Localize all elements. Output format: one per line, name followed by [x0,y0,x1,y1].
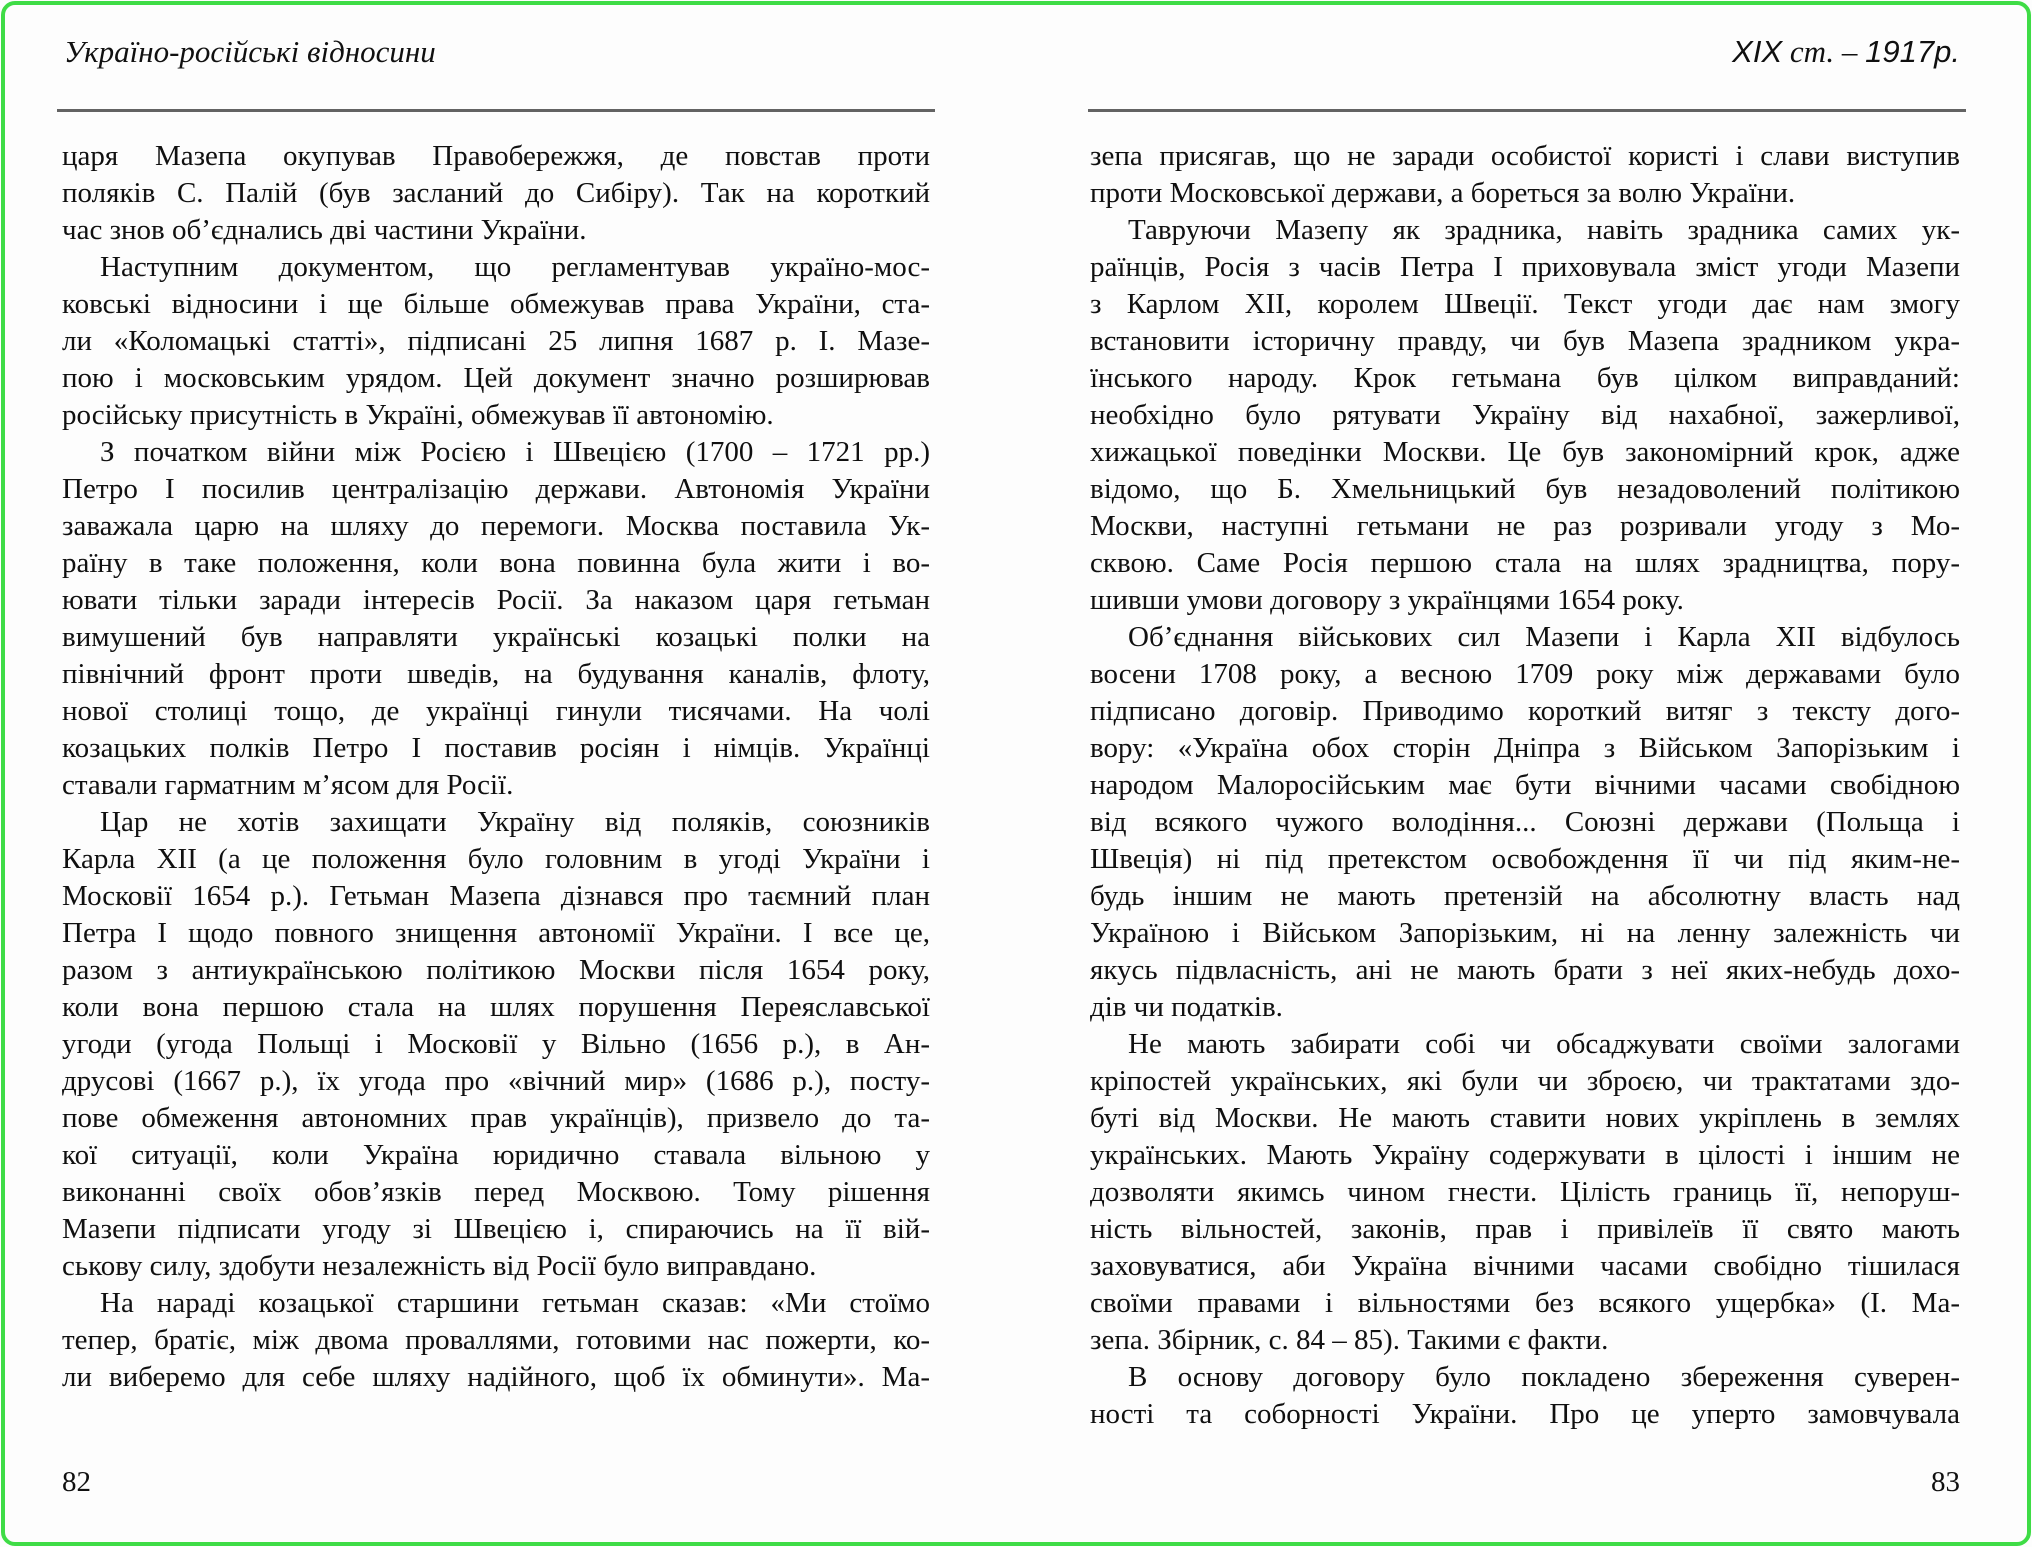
text-line: вимушений був направляти українські козацькі полки на [62,621,930,653]
text-line: час знов об’єднались дві частини України. [62,214,587,246]
text-line: будь іншим не мають претензій на абсолютну власть над [1090,880,1960,912]
text-line: поляків С. Палій (був засланий до Сибіру). Так на короткий [62,177,930,209]
text-line: Об’єднання військових сил Мазепи і Карла ХІІ відбулось [1128,621,1960,653]
text-line: дів чи податків. [1090,991,1283,1023]
running-header-century-roman: XIX [1732,34,1783,69]
running-header-right [1090,34,1960,70]
text-line: необхідно було рятувати Україну від нахабної, зажерливої, [1090,399,1960,431]
text-line: ли «Коломацькі статті», підписані 25 липня 1687 р. І. Мазе- [62,325,930,357]
text-line: Мазепи підписати угоду зі Швецією і, спираючись на її вій- [62,1213,930,1245]
text-line: зепа. Збірник, с. 84 – 85). Такими є факти. [1090,1324,1609,1356]
text-line: ськову силу, здобути незалежність від Росії було виправдано. [62,1250,817,1282]
text-line: раїнців, Росія з часів Петра І приховувала зміст угоди Мазепи [1090,251,1960,283]
text-line: нової столиці тощо, де українці гинули тисячами. На чолі [62,695,930,727]
text-line: встановити історичну правду, чи був Мазепа зрадником укра- [1090,325,1960,357]
text-line: якусь підвласність, ані не мають брати з неї яких-небудь дохо- [1090,954,1960,986]
text-line: Швеція) ні під претекстом освобождення її чи під яким-не- [1090,843,1960,875]
text-line: козацьких полків Петро І поставив росіян і німців. Українці [62,732,930,764]
running-header-century-label: ст. – [1782,34,1866,69]
text-line: ставали гарматним м’ясом для Росії. [62,769,514,801]
page-body-right [1090,138,1960,1433]
text-line: разом з антиукраїнською політикою Москви після 1654 року, [62,954,930,986]
text-line: Тавруючи Мазепу як зрадника, навіть зрадника самих ук- [1128,214,1960,246]
text-line: Україною і Військом Запорізьким, ні на ленну залежність чи [1090,917,1960,949]
text-line: Петра І щодо повного знищення автономії України. І все це, [62,917,930,949]
text-line: З початком війни між Росією і Швецією (1700 – 1721 рр.) [100,436,930,468]
text-line: Карла ХІІ (а це положення було головним в угоді України і [62,843,930,875]
text-line: ювати тільки заради інтересів Росії. За наказом царя гетьман [62,584,930,616]
running-header-year: 1917р. [1865,34,1960,69]
text-line: тепер, братіє, між двома проваллями, готовими нас пожерти, ко- [62,1324,930,1356]
text-line: виконанні своїх обов’язків перед Москвою. Тому рішення [62,1176,930,1208]
text-line: угоди (угода Польщі і Московії у Вільно (1656 р.), в Ан- [62,1028,930,1060]
text-line: пою і московським урядом. Цей документ значно розширював [62,362,930,394]
text-line: кої ситуації, коли Україна юридично ставала вільною у [62,1139,930,1171]
text-line: раїну в таке положення, коли вона повинна була жити і во- [62,547,930,579]
text-line: ковські відносини і ще більше обмежував права України, ста- [62,288,930,320]
text-line: ності та соборності України. Про це уперто замовчувала [1090,1398,1960,1430]
text-line: Не мають забирати собі чи обсаджувати своїми залогами [1128,1028,1960,1060]
running-header-left-text: Україно-російські відносини [64,34,436,69]
text-line: з Карлом ХІІ, королем Швеції. Текст угоди дає нам змогу [1090,288,1960,320]
text-line: восени 1708 року, а весною 1709 року між державами було [1090,658,1960,690]
text-line: Москви, наступні гетьмани не раз розривали угоду з Мо- [1090,510,1960,542]
text-line: Петро І посилив централізацію держави. Автономія України [62,473,930,505]
text-line: від всякого чужого володіння... Союзні держави (Польща і [1090,806,1960,838]
text-line: царя Мазепа окупував Правобережжя, де повстав проти [62,140,930,172]
text-line: буті від Москви. Не мають ставити нових укріплень в землях [1090,1102,1960,1134]
text-line: пове обмеження автономних прав українців), призвело до та- [62,1102,930,1134]
text-line: вору: «Україна обох сторін Дніпра з Військом Запорізьким і [1090,732,1960,764]
page-body-left [62,138,930,1396]
text-line: своїми правами і вільностями без всякого ущербка» (І. Ма- [1090,1287,1960,1319]
text-line: заважала царю на шляху до перемоги. Москва поставила Ук- [62,510,930,542]
text-line: сквою. Саме Росія першою стала на шлях зрадництва, пору- [1090,547,1960,579]
text-line: хижацької поведінки Москви. Це був закономірний крок, адже [1090,436,1960,468]
text-line: заховуватися, аби Україна вічними часами свобідно тішилася [1090,1250,1960,1282]
page-number-right: 83 [1931,1466,1960,1498]
text-line: їнського народу. Крок гетьмана був цілком виправданий: [1090,362,1960,394]
text-line: друсові (1667 р.), їх угода про «вічний мир» (1686 р.), посту- [62,1065,930,1097]
text-line: ність вільностей, законів, прав і привілеїв її свято мають [1090,1213,1960,1245]
text-line: шивши умови договору з українцями 1654 року. [1090,584,1684,616]
text-line: Цар не хотів захищати Україну від поляків, союзників [100,806,930,838]
text-line: зепа присягав, що не заради особистої користі і слави виступив [1090,140,1960,172]
running-header-left [64,34,436,70]
text-line: російську присутність в Україні, обмежував її автономію. [62,399,774,431]
text-line: Наступним документом, що регламентував україно-мос- [100,251,930,283]
text-line: підписано договір. Приводимо короткий витяг з тексту дого- [1090,695,1960,727]
text-line: кріпостей українських, які були чи зброєю, чи трактатами здо- [1090,1065,1960,1097]
text-line: північний фронт проти шведів, на будування каналів, флоту, [62,658,930,690]
header-rule-left [57,109,935,112]
text-line: відомо, що Б. Хмельницький був незадоволений політикою [1090,473,1960,505]
text-line: українських. Мають Україну содержувати в цілості і іншим не [1090,1139,1960,1171]
text-line: народом Малоросійським має бути вічними часами свобідною [1090,769,1960,801]
text-line: Московії 1654 р.). Гетьман Мазепа дізнався про таємний план [62,880,930,912]
header-rule-right [1088,109,1966,112]
text-line: проти Московської держави, а бореться за волю України. [1090,177,1796,209]
text-line: коли вона першою стала на шлях порушення Переяславської [62,991,930,1023]
text-line: На нараді козацької старшини гетьман сказав: «Ми стоїмо [100,1287,930,1319]
text-line: дозволяти якимсь чином гнести. Цілість границь її, непоруш- [1090,1176,1960,1208]
text-line: В основу договору було покладено збереження суверен- [1128,1361,1960,1393]
page-number-left: 82 [62,1466,91,1498]
text-line: ли виберемо для себе шляху надійного, щоб їх обминути». Ма- [62,1361,930,1393]
